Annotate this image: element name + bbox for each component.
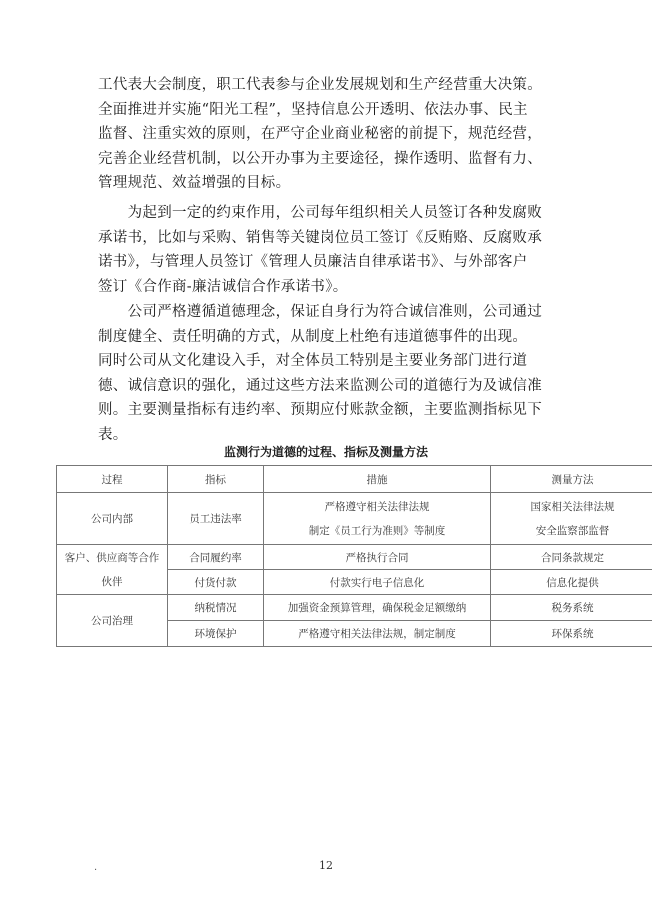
footer-mark: . [94,862,98,873]
cell-process [57,545,168,595]
cell-method: 税务系统 [491,595,652,621]
cell-indicator: 纳税情况 [168,595,264,621]
cell-measures [264,493,491,545]
header-process: 过程 [57,466,168,493]
text-line: 完善企业经营机制，以公开办事为主要途径，操作透明、监督有力、 [98,150,542,167]
text-line: 诺书》，与管理人员签订《管理人员廉洁自律承诺书》、与外部客户 [98,254,528,270]
cell-indicator: 员工违法率 [168,493,264,545]
text-line: 监督、注重实效的原则，在严守企业商业秘密的前提下，规范经营， [98,126,542,142]
text-line: 管理规范、效益增强的目标。 [98,175,291,191]
cell-method: 合同条款规定 [491,545,652,570]
header-indicator: 指标 [168,466,264,493]
table-title: 监测行为道德的过程、指标及测量方法 [223,445,428,459]
header-measures: 措施 [264,466,491,493]
table-header-row [57,466,652,493]
header-measurement-method: 测量方法 [491,466,652,493]
cell-process: 公司内部 [57,493,168,545]
text-line: 为起到一定的约束作用，公司每年组织相关人员签订各种发腐败 [98,205,542,221]
table-row [57,595,652,621]
cell-text: 客户、供应商等合作 [64,551,160,564]
text-line: 公司严格遵循道德理念，保证自身行为符合诚信准则，公司通过 [98,304,542,320]
cell-measures: 严格执行合同 [264,545,491,570]
cell-text: 伙伴 [101,575,123,588]
cell-measures: 严格遵守相关法律法规，制定制度 [264,621,491,647]
cell-text: 制定《员工行为准则》等制度 [308,524,446,537]
text-line: 制度健全、责任明确的方式，从制度上杜绝有违道德事件的出现。 [98,328,528,345]
page-number: 12 [319,859,333,872]
text-line: 同时公司从文化建设入手，对全体员工特别是主要业务部门进行道 [98,353,528,369]
text-line: 则。主要测量指标有违约率、预期应付账款金额，主要监测指标见下 [98,402,542,418]
paragraph-ethics-monitoring [98,300,558,447]
cell-indicator: 付货付款 [168,570,264,595]
cell-indicator: 合同履约率 [168,545,264,570]
cell-text: 国家相关法律法规 [530,500,615,513]
cell-measures: 付款实行电子信息化 [264,570,491,595]
paragraph-employee-participation [98,73,558,196]
text-line: 表。 [98,426,128,443]
text-line: 承诺书，比如与采购、销售等关键岗位员工签订《反贿赂、反腐败承 [98,229,542,246]
cell-method: 环保系统 [491,621,652,647]
paragraph-anti-corruption-pledge [98,201,558,299]
text-line: 德、诚信意识的强化，通过这些方法来监测公司的道德行为及诚信准 [98,377,542,394]
cell-method [491,493,652,545]
cell-text: 安全监察部监督 [535,524,610,537]
cell-measures: 加强资金预算管理，确保税金足额缴纳 [264,595,491,621]
table-row [57,545,652,570]
cell-process: 公司治理 [57,595,168,647]
text-line: 全面推进并实施“阳光工程”，坚持信息公开透明、依法办事、民主 [98,101,528,118]
cell-text: 严格遵守相关法律法规 [324,500,430,513]
table-row [57,493,652,545]
cell-method: 信息化提供 [491,570,652,595]
text-line: 签订《合作商-廉洁诚信合作承诺书》。 [98,278,348,295]
text-line: 工代表大会制度，职工代表参与企业发展规划和生产经营重大决策。 [98,77,542,93]
cell-indicator: 环境保护 [168,621,264,647]
ethics-monitoring-table [56,465,652,647]
